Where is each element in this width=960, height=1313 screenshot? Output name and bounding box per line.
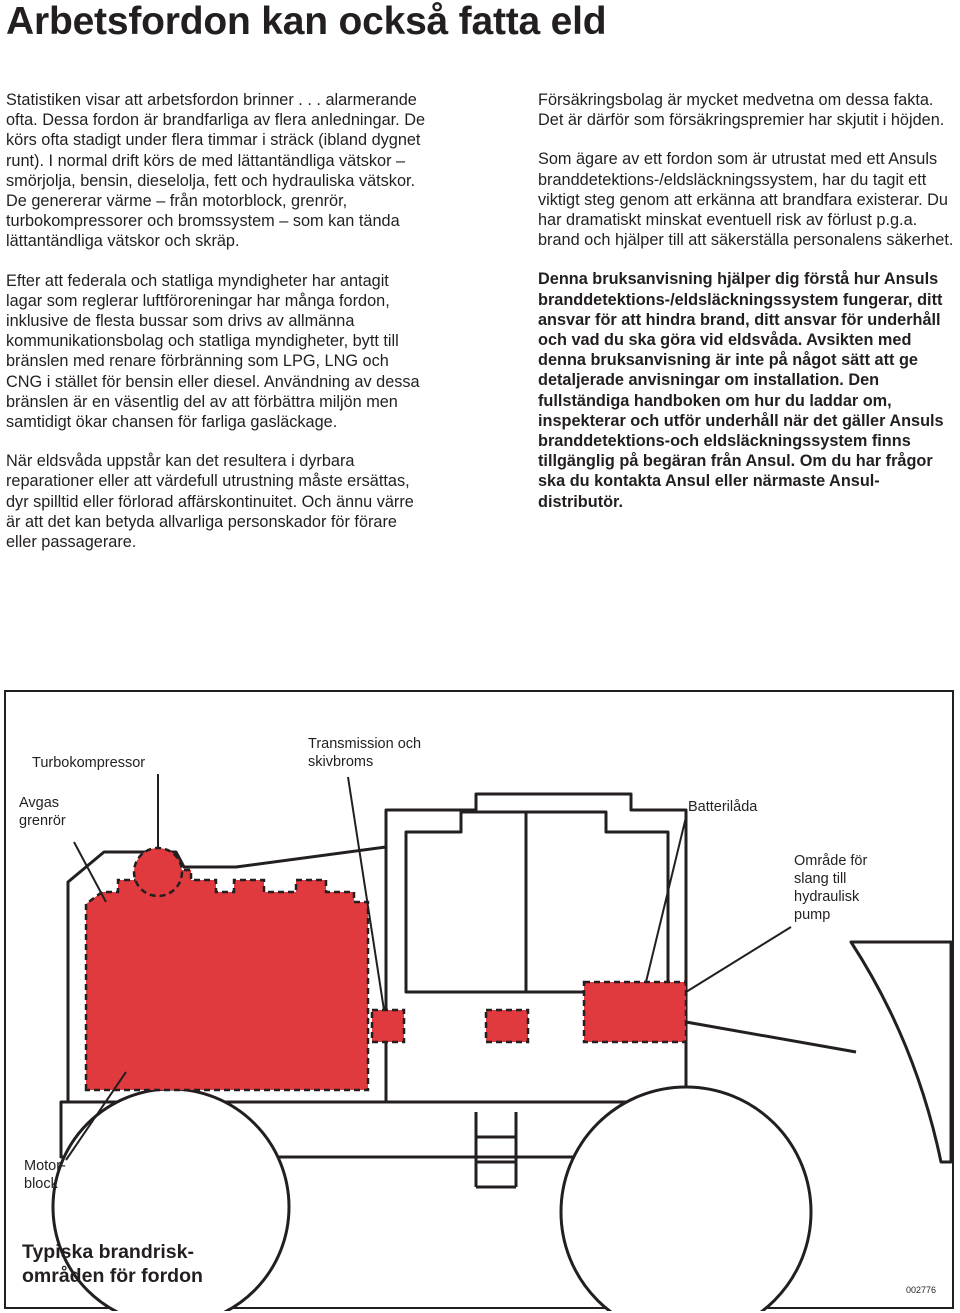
label-hydraulic-line1: Område för [794,853,868,869]
hazard-brake-area [486,1010,528,1042]
figure-caption-line2: områden för fordon [22,1265,203,1287]
blade-arm [686,1022,856,1052]
figure-number: 002776 [906,1285,937,1295]
label-motor-line1: Motor- [24,1158,66,1174]
figure-caption [22,1240,203,1288]
hazard-battery-box [584,982,686,1042]
paragraph-statistics: Statistiken visar att arbetsfordon brinner . . . alarmerande ofta. Dessa fordon är brandfarliga av flera anledningar. De körs ofta stadigt under flera timmar i sträck (ibland dygnet runt). I normal drift körs de med lättantändliga vätskor – smörjolja, bensin, dieselolja, fett och hydrauliska vätskor. De genererar värme – från motorblock, grenrör, turbokompressorer och bromssystem – som kan tända lättantändliga vätskor och skräp. [6,91,426,251]
paragraph-manual-purpose: Denna bruksanvisning hjälper dig förstå hur Ansuls branddetektions-/eldsläckningssystem fungerar, ditt ansvar för att hindra brand, ditt ansvar för underhåll och vad du ska göra vid eldsvåda. Avsikten med denna bruksanvisning är inte på något sätt att ge detaljerade anvisningar om installation. Den fullständiga handboken om hur du laddar om, inspekterar och utför underhåll när det gäller Ansuls branddetektions-och eldsläckningssystem finns tillgänglig på begäran från Ansul. Om du har frågor ska du kontakta Ansul eller närmaste Ansul-distributör. [538,270,944,511]
page-title: Arbetsfordon kan också fatta eld [6,0,607,43]
label-transmission-line1: Transmission och [308,736,422,752]
leader-hydraulic [686,927,791,992]
vehicle-fire-risk-figure [4,690,954,1309]
label-hydraulic-line3: hydraulisk [794,889,860,905]
paragraph-owner: Som ägare av ett fordon som är utrustat med ett Ansuls branddetektions-/eldsläckningssystem, har du tagit ett viktigt steg genom att erkänna att brandfara existerar. Du har dramatiskt minskat eventuell risk av förlust p.g.a. brand och hjälper till att säkerställa personalens säkerhet. [538,150,954,250]
hazard-engine-block [86,870,368,1090]
figure-caption-line1: Typiska brandrisk- [22,1241,194,1263]
vehicle-illustration [6,692,956,1311]
label-exhaust-line1: Avgas [19,795,60,811]
left-column [6,90,426,571]
paragraph-insurance: Försäkringsbolag är mycket medvetna om dessa fakta. Det är därför som försäkringspremier har skjutit i höjden. [538,91,945,130]
label-transmission-line2: skivbroms [308,754,374,770]
label-motor-line2: block [24,1176,58,1192]
label-hydraulic-line2: slang till [794,871,847,887]
label-hydraulic-line4: pump [794,907,831,923]
blade [851,942,951,1162]
hazard-transmission [372,1010,404,1042]
label-turbocharger: Turbokompressor [32,755,146,771]
label-exhaust-line2: grenrör [19,813,66,829]
cab-outline [386,794,686,1112]
right-column [538,90,958,531]
hazard-turbocharger [134,848,182,896]
paragraph-consequences: När eldsvåda uppstår kan det resultera i dyrbara reparationer eller att värdefull utrustning måste ersättas, dyr spilltid eller förlorad affärskontinuitet. Och ännu värre är att det kan betyda allvarliga personskador för förare eller passagerare. [6,452,414,552]
label-battery-box: Batterilåda [688,799,758,815]
paragraph-regulations: Efter att federala och statliga myndigheter har antagit lagar som reglerar luftföroreningar har många fordon, inklusive de flesta bussar som drivs av allmänna kommunikationsbolag och statliga myndigheter, bytt till bränslen med renare förbränning som LPG, LNG och CNG i stället för bensin eller diesel. Användning av dessa bränslen är en väsentlig del av att förbättra miljön men samtidigt ökar chansen för farliga gasläckage. [6,271,420,432]
